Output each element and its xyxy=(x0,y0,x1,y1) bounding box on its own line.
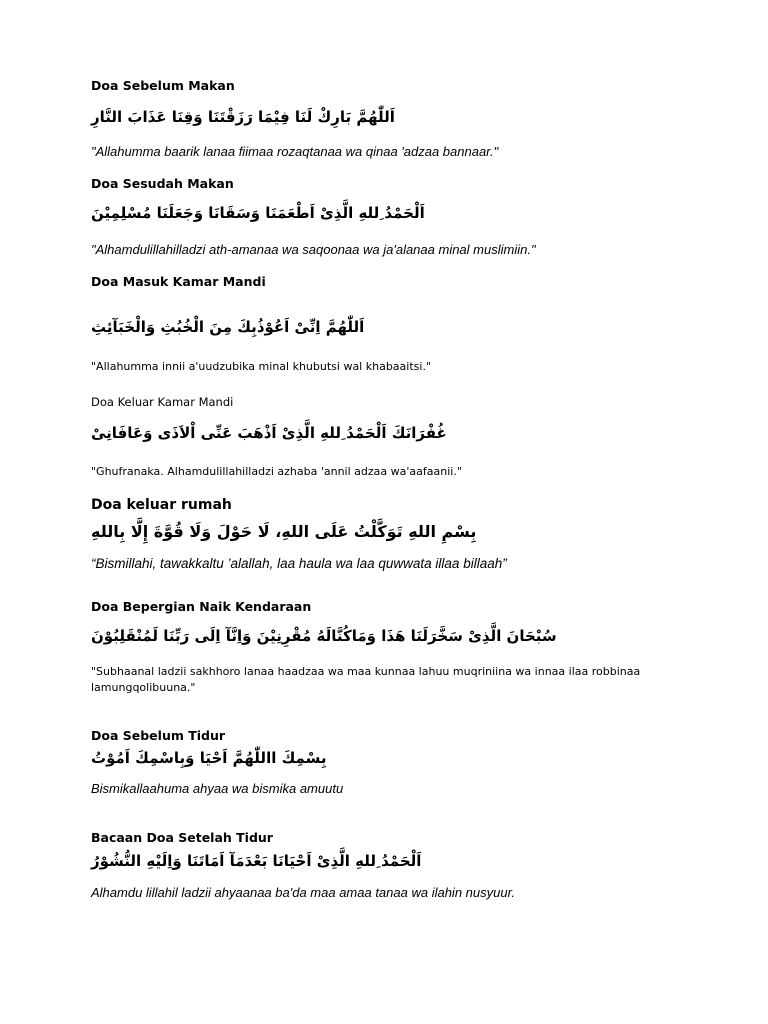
arabic-text-masuk-kamar-mandi: اَللّٰهُمَّ اِنِّىْ اَعُوْذُبِكَ مِنَ الْخُبُثِ وَالْخَبَآئِثِ xyxy=(91,318,365,336)
arabic-text-setelah-tidur: اَلْحَمْدُ ِللهِ الَّذِىْ اَحْيَانَا بَعْدَمَآ اَمَاتَنَا وَاِلَيْهِ النُّشُوْرُ xyxy=(91,852,422,870)
latin-text-naik-kendaraan-line2: lamungqolibuuna." xyxy=(91,681,196,694)
arabic-text-naik-kendaraan: سُبْحَانَ الَّذِىْ سَخَّرَلَنَا هَذَا وَمَاكُنَّالَهُ مُقْرِنِيْنَ وَاِنَّآ اِلَى رَبِّنَا لَمُنْقَلِبُوْنَ xyxy=(91,627,557,645)
section-title-sebelum-tidur: Doa Sebelum Tidur xyxy=(91,728,226,743)
section-title-naik-kendaraan: Doa Bepergian Naik Kendaraan xyxy=(91,599,312,614)
section-title-sebelum-makan: Doa Sebelum Makan xyxy=(91,78,235,93)
latin-text-sebelum-makan: "Allahumma baarik lanaa fiimaa rozaqtanaa wa qinaa 'adzaa bannaar." xyxy=(91,144,499,159)
latin-text-setelah-tidur: Alhamdu lillahil ladzii ahyaanaa ba'da maa amaa tanaa wa ilahin nusyuur. xyxy=(91,885,516,900)
latin-text-sebelum-tidur: Bismikallaahuma ahyaa wa bismika amuutu xyxy=(91,781,344,796)
latin-text-keluar-rumah: “Bismillahi, tawakkaltu ’alallah, laa haula wa laa quwwata illaa billaah” xyxy=(91,556,507,571)
latin-text-sesudah-makan: "Alhamdulillahilladzi ath-amanaa wa saqoonaa wa ja'alanaa minal muslimiin." xyxy=(91,242,536,257)
section-title-keluar-kamar-mandi: Doa Keluar Kamar Mandi xyxy=(91,395,234,409)
arabic-text-sesudah-makan: اَلْحَمْدُ ِللهِ الَّذِىْ اَطْعَمَنَا وَسَقَانَا وَجَعَلَنَا مُسْلِمِيْنَ xyxy=(91,204,425,222)
section-title-sesudah-makan: Doa Sesudah Makan xyxy=(91,176,234,191)
arabic-text-keluar-rumah: بِسْمِ اللهِ تَوَكَّلْتُ عَلَى اللهِ، لَا حَوْلَ وَلَا قُوَّةَ إِلَّا بِاللهِ xyxy=(91,522,477,541)
latin-text-keluar-kamar-mandi: "Ghufranaka. Alhamdulillahilladzi azhaba 'annil adzaa wa'aafaanii." xyxy=(91,465,462,478)
latin-text-masuk-kamar-mandi: "Allahumma innii a'uudzubika minal khubutsi wal khabaaitsi." xyxy=(91,360,431,373)
section-title-setelah-tidur: Bacaan Doa Setelah Tidur xyxy=(91,830,273,845)
arabic-text-sebelum-tidur: بِسْمِكَ االلّٰهُمَّ اَحْيَا وَبِاسْمِكَ اَمُوْتُ xyxy=(91,749,327,767)
section-title-keluar-rumah: Doa keluar rumah xyxy=(91,497,232,513)
section-title-masuk-kamar-mandi: Doa Masuk Kamar Mandi xyxy=(91,274,266,289)
arabic-text-keluar-kamar-mandi: غُفْرَانَكَ اَلْحَمْدُ ِللهِ الَّذِىْ اَذْهَبَ عَنِّى اْلاَذَى وَعَافَانِىْ xyxy=(91,424,447,442)
arabic-text-sebelum-makan: اَللّٰهُمَّ بَارِكْ لَنَا فِيْمَا رَزَقْتَنَا وَقِنَا عَذَابَ النَّارِ xyxy=(91,108,395,126)
latin-text-naik-kendaraan-line1: "Subhaanal ladzii sakhhoro lanaa haadzaa wa maa kunnaa lahuu muqriniina wa innaa ilaa robbinaa xyxy=(91,665,641,678)
